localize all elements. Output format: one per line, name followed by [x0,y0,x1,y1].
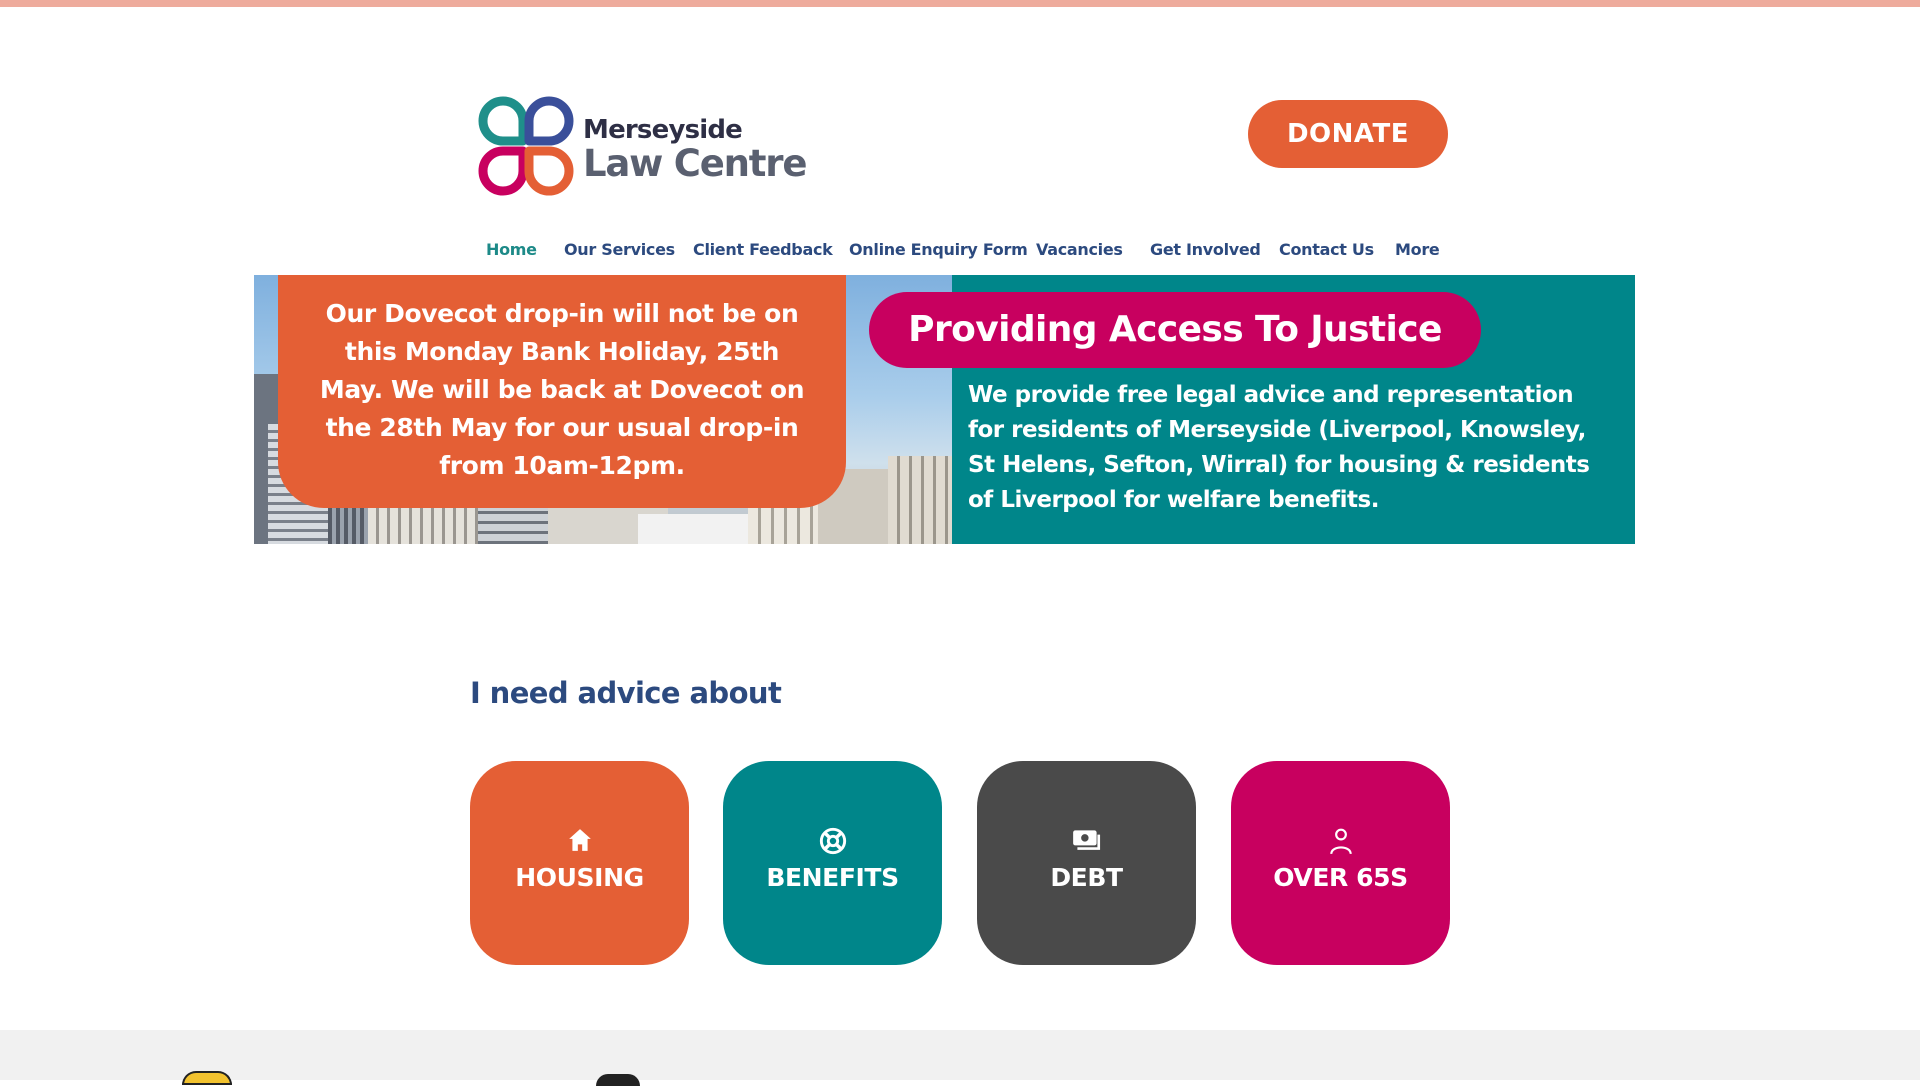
footer-illustration [182,1071,232,1085]
nav-item-home[interactable]: Home [486,240,537,259]
tile-label: OVER 65S [1273,863,1408,892]
site-logo[interactable] [471,91,811,201]
donate-button[interactable]: DONATE [1248,100,1448,168]
nav-item-client-feedback[interactable]: Client Feedback [693,240,833,259]
footer-illustration [596,1074,640,1086]
footer-band [0,1030,1920,1080]
advice-tile-benefits[interactable] [723,761,942,965]
home-icon [470,827,689,857]
nav-item-our-services[interactable]: Our Services [564,240,675,259]
person-icon [1231,827,1450,857]
nav-item-more[interactable]: More [1395,240,1440,259]
dropin-notice: Our Dovecot drop-in will not be on this Monday Bank Holiday, 25th May. We will be back at Dovecot on the 28th May for our usual drop-in from 10am-12pm. [278,275,846,508]
tile-label: BENEFITS [766,863,899,892]
nav-item-vacancies[interactable]: Vacancies [1036,240,1123,259]
top-accent-bar [0,0,1920,7]
logo-name-line1: Merseyside [583,115,743,145]
nav-item-online-enquiry-form[interactable]: Online Enquiry Form [849,240,1028,259]
logo-mark-icon [471,91,581,201]
intro-text: We provide free legal advice and representation for residents of Merseyside (Liverpool, Knowsley, St Helens, Sefton, Wirral) for housing & residents of Liverpool for welfare benefits. [968,382,1590,513]
lifebuoy-icon [723,827,942,857]
money-icon [977,827,1196,857]
tile-label: HOUSING [515,863,644,892]
advice-heading: I need advice about [470,676,782,710]
nav-item-contact-us[interactable]: Contact Us [1279,240,1374,259]
advice-tile-housing[interactable] [470,761,689,965]
nav-item-get-involved[interactable]: Get Involved [1150,240,1261,259]
advice-tile-debt[interactable] [977,761,1196,965]
tagline-badge: Providing Access To Justice [869,292,1481,368]
advice-tile-over-65s[interactable] [1231,761,1450,965]
main-navigation [0,240,1920,264]
tile-label: DEBT [1050,863,1123,892]
logo-name-line2: Law Centre [583,142,807,185]
